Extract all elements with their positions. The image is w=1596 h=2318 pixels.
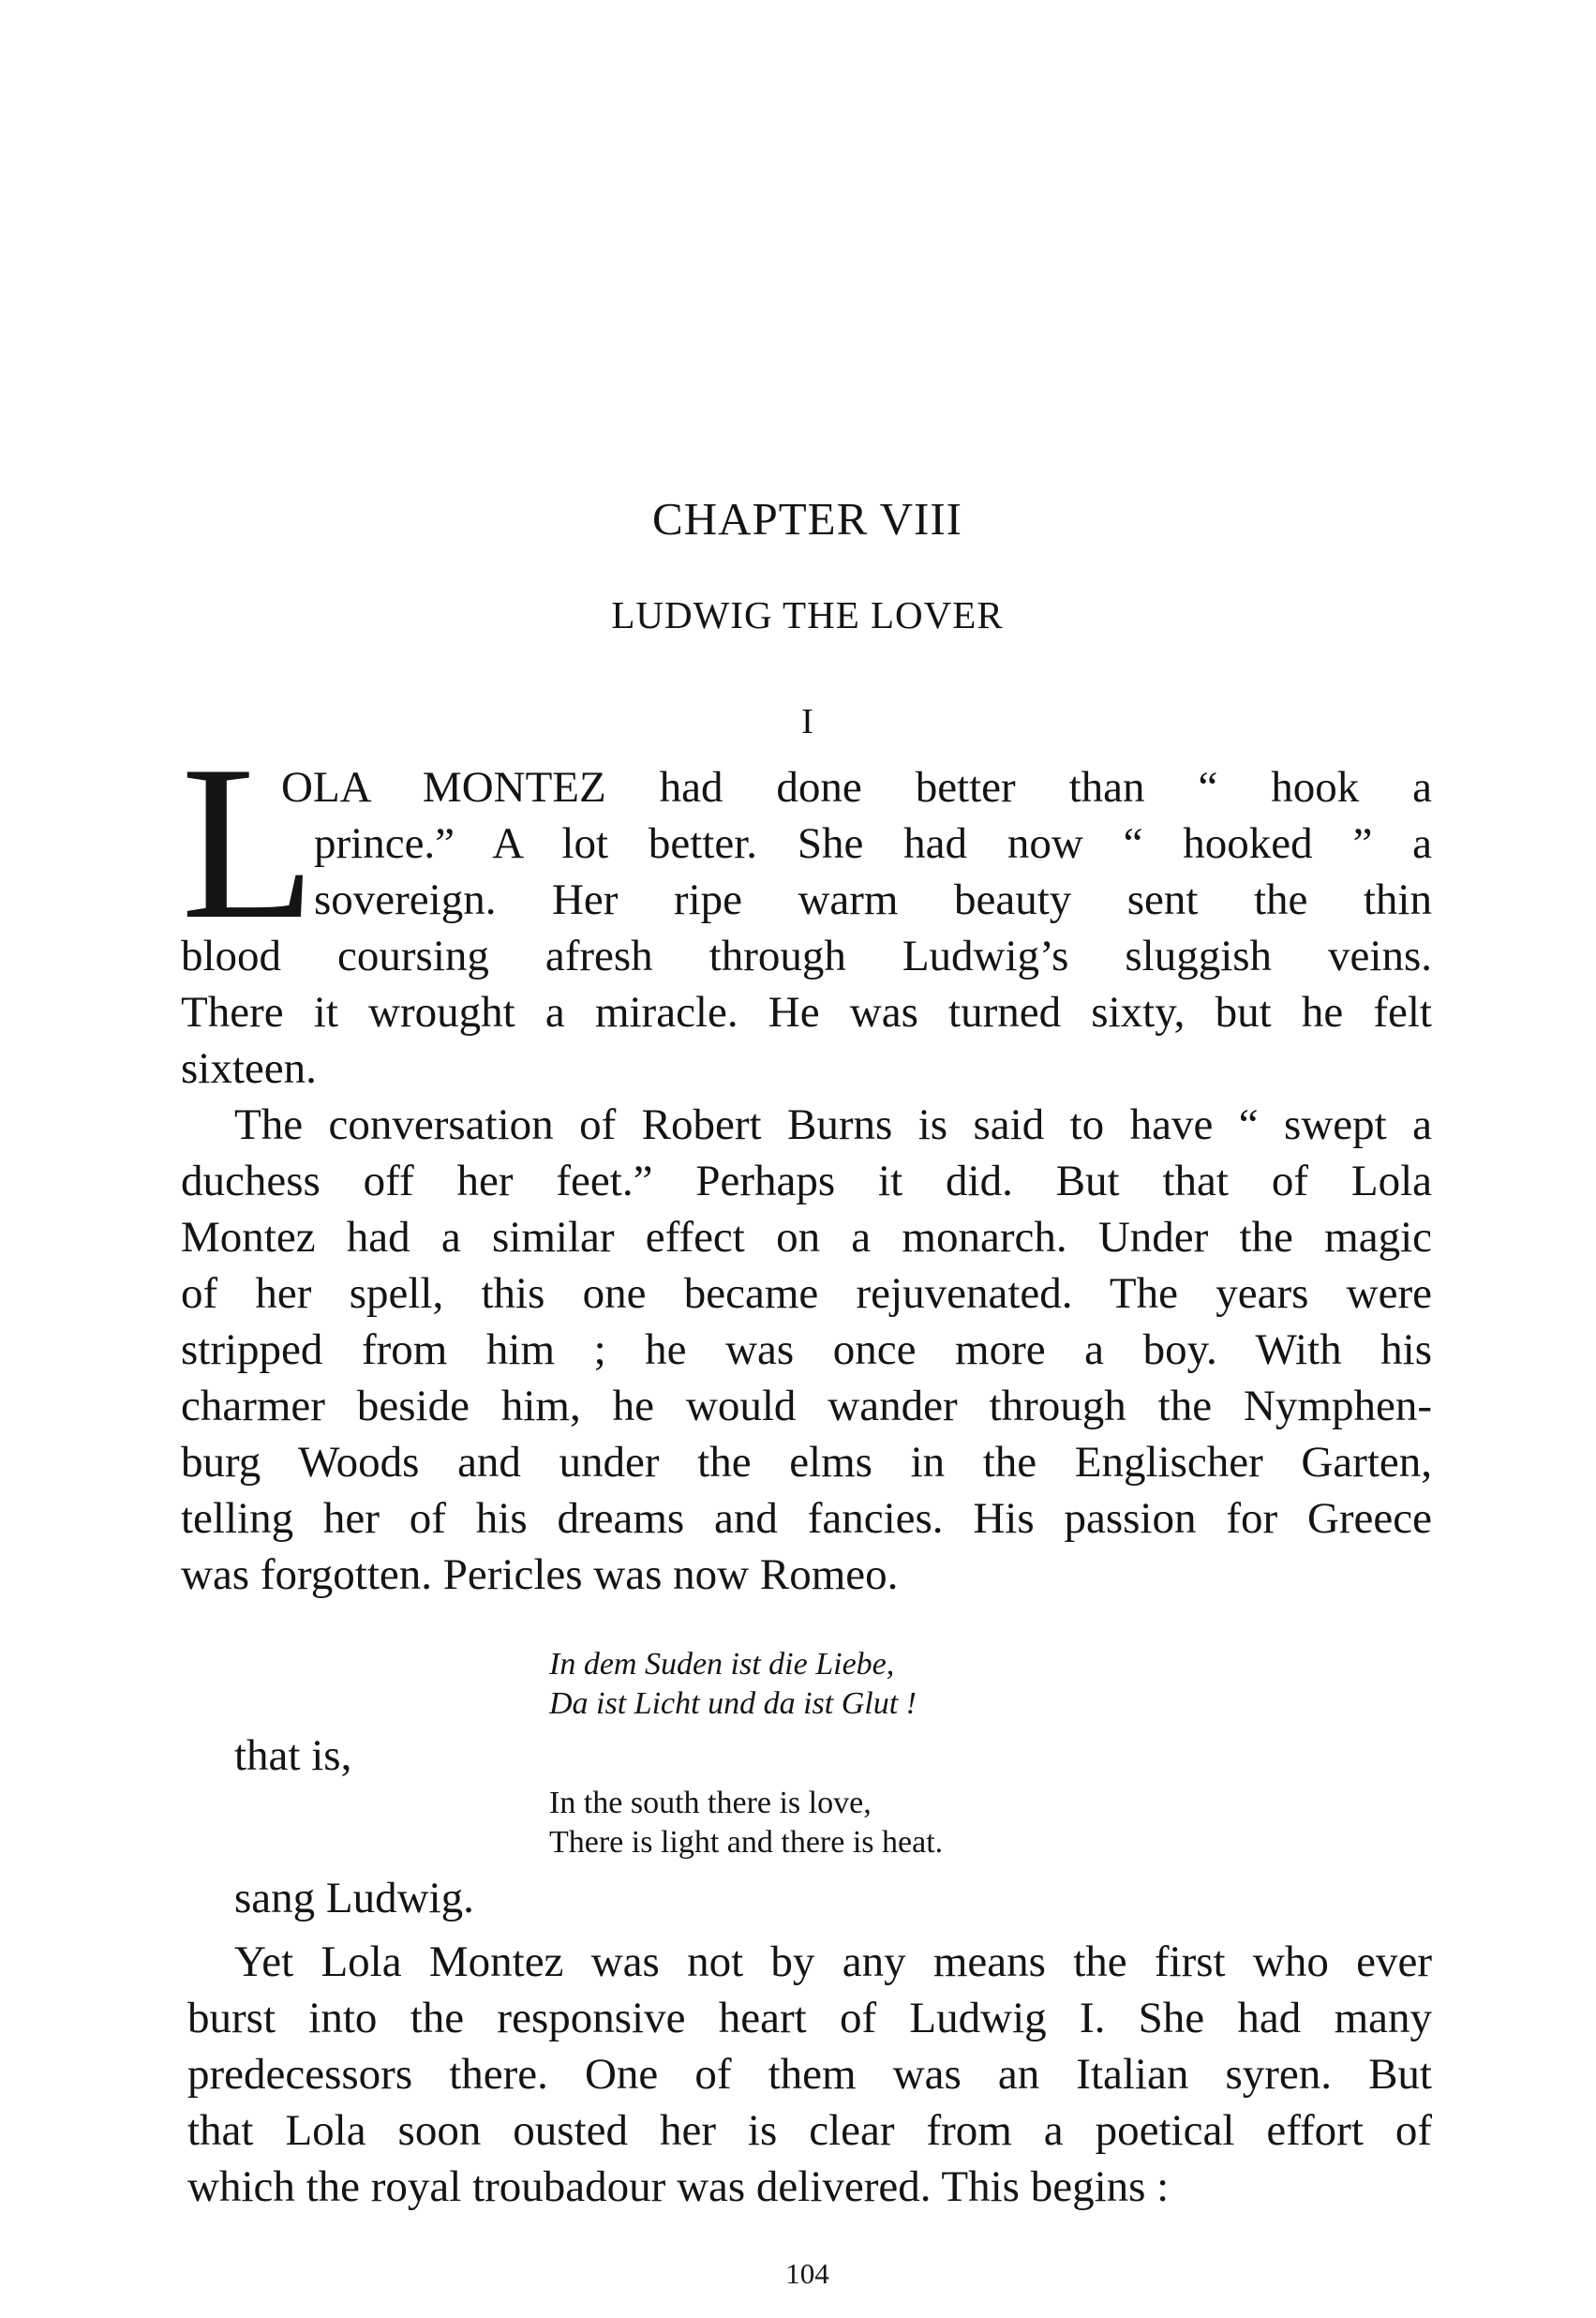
paragraph2-line: burg Woods and under the elms in the Englischer Garten, <box>181 1438 1432 1487</box>
page-number: 104 <box>785 2257 829 2290</box>
verse-line-english: There is light and there is heat. <box>549 1825 944 1860</box>
paragraph2-line: charmer beside him, he would wander through the Nymphen- <box>181 1382 1432 1430</box>
section-number: I <box>801 702 813 741</box>
paragraph1-line: blood coursing afresh through Ludwig’s sluggish veins. <box>181 932 1432 980</box>
sang-ludwig-line: sang Ludwig. <box>234 1874 474 1922</box>
paragraph2-line: was forgotten. Pericles was now Romeo. <box>181 1550 899 1599</box>
chapter-heading: CHAPTER VIII <box>652 493 962 545</box>
paragraph2-line: Montez had a similar effect on a monarch. Under the magic <box>181 1213 1432 1262</box>
verse-line-german: In dem Suden ist die Liebe, <box>549 1647 895 1682</box>
paragraph3-line: burst into the responsive heart of Ludwig I. She had many <box>187 1994 1432 2042</box>
paragraph1-line: There it wrought a miracle. He was turned sixty, but he felt <box>181 988 1432 1037</box>
that-is-line: that is, <box>234 1731 352 1780</box>
paragraph1-line: sovereign. Her ripe warm beauty sent the thin <box>314 875 1432 924</box>
verse-line-english: In the south there is love, <box>549 1786 872 1820</box>
paragraph2-line: stripped from him ; he was once more a boy. With his <box>181 1325 1432 1374</box>
paragraph1-line: OLA MONTEZ had done better than “ hook a <box>281 763 1432 812</box>
paragraph3-line: that Lola soon ousted her is clear from a poetical effort of <box>187 2106 1432 2155</box>
paragraph2-line: The conversation of Robert Burns is said to have “ swept a <box>234 1100 1432 1149</box>
paragraph2-line: duchess off her feet.” Perhaps it did. But that of Lola <box>181 1157 1432 1205</box>
paragraph1-line: prince.” A lot better. She had now “ hooked ” a <box>314 819 1432 868</box>
paragraph3-line: which the royal troubadour was delivered. This begins : <box>187 2162 1170 2211</box>
paragraph3-line: Yet Lola Montez was not by any means the first who ever <box>234 1937 1432 1986</box>
paragraph1-line: sixteen. <box>181 1044 317 1093</box>
verse-line-german: Da ist Licht und da ist Glut ! <box>549 1686 917 1721</box>
paragraph3-line: predecessors there. One of them was an Italian syren. But <box>187 2050 1432 2099</box>
drop-cap: L <box>181 721 317 965</box>
paragraph2-line: of her spell, this one became rejuvenated. The years were <box>181 1269 1432 1318</box>
paragraph2-line: telling her of his dreams and fancies. His passion for Greece <box>181 1494 1432 1543</box>
chapter-title: LUDWIG THE LOVER <box>611 593 1004 636</box>
